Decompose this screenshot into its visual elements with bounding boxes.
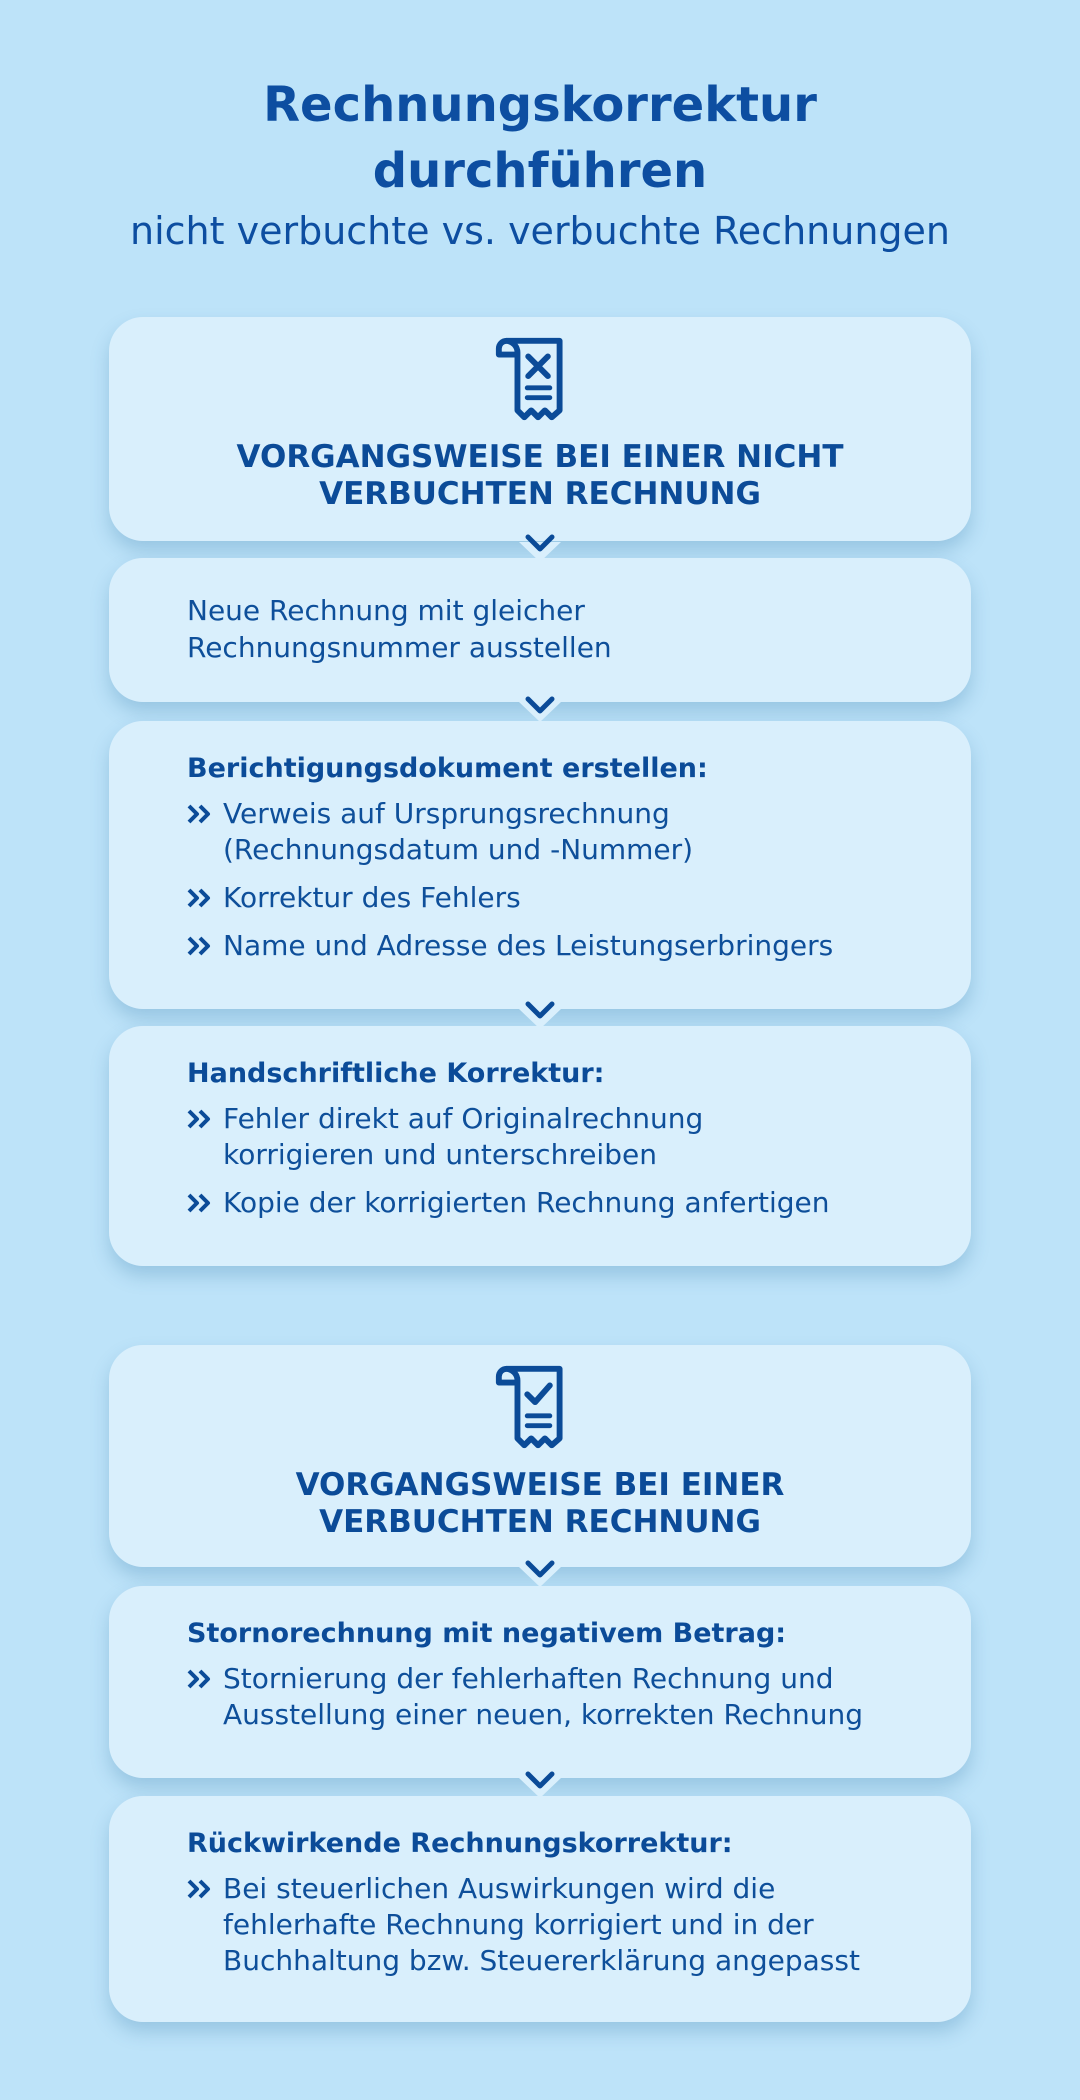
section1-header-card bbox=[109, 317, 971, 541]
section1-title bbox=[109, 439, 971, 513]
section1-title-line-1: VORGANGSWEISE BEI EINER NICHT bbox=[236, 439, 844, 475]
list-item-line: Verweis auf Ursprungsrechnung bbox=[223, 797, 670, 830]
double-chevron-right-icon bbox=[187, 1879, 213, 1899]
section1-step1-card bbox=[109, 558, 971, 702]
double-chevron-right-icon bbox=[187, 1109, 213, 1129]
list-item-line: fehlerhafte Rechnung korrigiert und in der bbox=[223, 1908, 814, 1941]
section1-step2-heading: Berichtigungsdokument erstellen: bbox=[187, 753, 708, 784]
connector-chevron-icon bbox=[501, 1554, 579, 1594]
section2-step2-list bbox=[187, 1871, 931, 1979]
list-item-line: Stornierung der fehlerhaften Rechnung und bbox=[223, 1662, 834, 1695]
section1-step3-card bbox=[109, 1026, 971, 1266]
section1-step1-line-2: Rechnungsnummer ausstellen bbox=[187, 631, 612, 664]
double-chevron-right-icon bbox=[187, 1193, 213, 1213]
list-item-line: Ausstellung einer neuen, korrekten Rechnung bbox=[223, 1698, 864, 1731]
receipt-x-icon bbox=[491, 331, 589, 429]
list-item-line: Korrektur des Fehlers bbox=[223, 881, 521, 914]
list-item bbox=[187, 796, 931, 868]
page-title-line-2: durchführen bbox=[372, 143, 708, 199]
section2-step2-card bbox=[109, 1796, 971, 2022]
list-item bbox=[187, 928, 931, 964]
section2-step1-heading: Stornorechnung mit negativem Betrag: bbox=[187, 1618, 787, 1649]
section1-step2-list bbox=[187, 796, 931, 964]
section1-step1-text bbox=[187, 592, 931, 666]
list-item bbox=[187, 880, 931, 916]
list-item-line: Kopie der korrigierten Rechnung anfertigen bbox=[223, 1186, 830, 1219]
section2-title-line-2: VERBUCHTEN RECHNUNG bbox=[319, 1504, 761, 1540]
section1-step2-card bbox=[109, 721, 971, 1009]
list-item-line: korrigieren und unterschreiben bbox=[223, 1138, 657, 1171]
section1-step3-list bbox=[187, 1101, 931, 1221]
list-item-line: Buchhaltung bzw. Steuererklärung angepasst bbox=[223, 1944, 860, 1977]
section2-step2-heading: Rückwirkende Rechnungskorrektur: bbox=[187, 1828, 733, 1859]
section2-step1-card bbox=[109, 1586, 971, 1778]
connector-chevron-icon bbox=[501, 528, 579, 568]
section2-title bbox=[109, 1467, 971, 1541]
double-chevron-right-icon bbox=[187, 804, 213, 824]
receipt-check-icon bbox=[491, 1359, 589, 1457]
list-item-line: Fehler direkt auf Originalrechnung bbox=[223, 1102, 704, 1135]
section2-header-card bbox=[109, 1345, 971, 1567]
list-item-line: Bei steuerlichen Auswirkungen wird die bbox=[223, 1872, 776, 1905]
page-subtitle: nicht verbuchte vs. verbuchte Rechnungen bbox=[130, 209, 950, 253]
double-chevron-right-icon bbox=[187, 1669, 213, 1689]
list-item bbox=[187, 1661, 931, 1733]
list-item-line: (Rechnungsdatum und -Nummer) bbox=[223, 833, 694, 866]
page-title-line-1: Rechnungskorrektur bbox=[263, 77, 817, 133]
section2-title-line-1: VORGANGSWEISE BEI EINER bbox=[295, 1467, 785, 1503]
double-chevron-right-icon bbox=[187, 888, 213, 908]
connector-chevron-icon bbox=[501, 1765, 579, 1805]
double-chevron-right-icon bbox=[187, 936, 213, 956]
list-item bbox=[187, 1101, 931, 1173]
list-item-line: Name und Adresse des Leistungserbringers bbox=[223, 929, 834, 962]
section1-step3-heading: Handschriftliche Korrektur: bbox=[187, 1058, 605, 1089]
section2-step1-list bbox=[187, 1661, 931, 1733]
list-item bbox=[187, 1871, 931, 1979]
connector-chevron-icon bbox=[501, 995, 579, 1035]
section1-step1-line-1: Neue Rechnung mit gleicher bbox=[187, 594, 585, 627]
list-item bbox=[187, 1185, 931, 1221]
page-title bbox=[0, 72, 1080, 204]
connector-chevron-icon bbox=[501, 690, 579, 730]
section1-title-line-2: VERBUCHTEN RECHNUNG bbox=[319, 476, 761, 512]
